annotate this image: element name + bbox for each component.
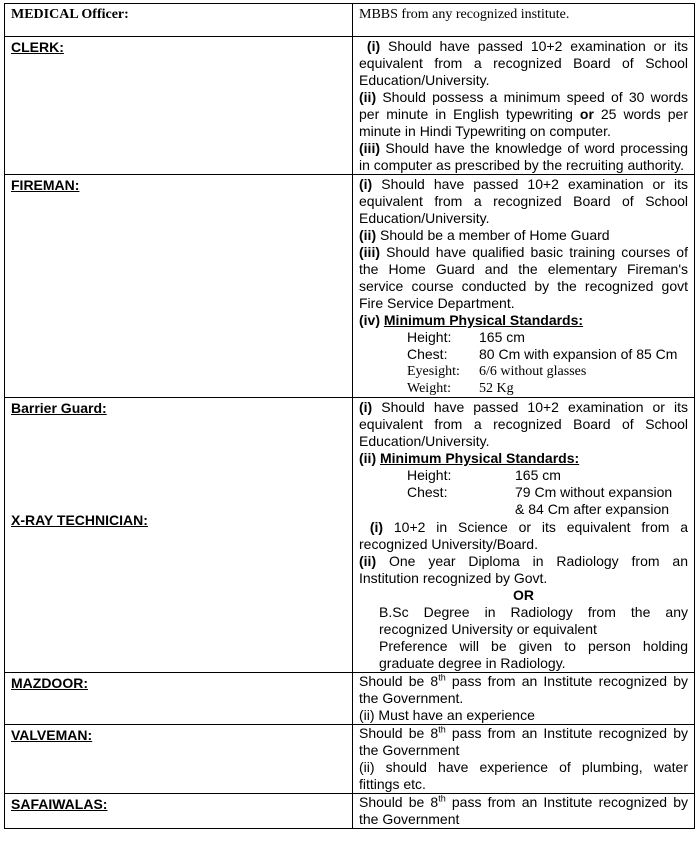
list-item: (i) Should have passed 10+2 examination or its equivalent from a recognized Board of School Education/University. — [359, 399, 688, 449]
requirement-text: Should be 8th pass from an Institute recognized by the Government — [359, 793, 688, 827]
list-item: (iii) Should have qualified basic training courses of the Home Guard and the elementary Fireman's service course conducted by the recognized govt Fire Service Department. — [359, 244, 688, 311]
requirement-text — [359, 176, 688, 397]
table-row — [5, 794, 695, 829]
table-row — [5, 398, 695, 673]
requirement-text: MBBS from any recognized institute. — [359, 7, 570, 22]
post-cell — [5, 175, 353, 398]
table-row — [5, 725, 695, 794]
physical-standards: Height: 165 cm Chest: 80 Cm with expansion of 85 Cm Eyesight: 6/6 without glasses Weight: 52 Kg — [407, 329, 678, 396]
list-item: (ii) Minimum Physical Standards: — [359, 450, 580, 466]
post-cell — [5, 4, 353, 37]
section-heading: Minimum Physical Standards: — [380, 450, 580, 466]
post-title: SAFAIWALAS: — [11, 796, 108, 812]
requirement-text: Should be 8th pass from an Institute recognized by the Government. (ii) Must have an experience — [359, 672, 688, 723]
post-cell — [5, 398, 353, 673]
list-item: (iii) Should have the knowledge of word processing in computer as prescribed by the recruiting authority. — [359, 140, 688, 173]
requirement-text — [359, 38, 688, 174]
post-cell — [5, 37, 353, 175]
requirement-cell — [353, 398, 695, 673]
list-item: B.Sc Degree in Radiology from the any recognized University or equivalent — [379, 604, 688, 637]
list-item: (iv) Minimum Physical Standards: — [359, 312, 584, 328]
list-item: Preference will be given to person holding graduate degree in Radiology. — [379, 638, 688, 671]
post-title: MAZDOOR: — [11, 675, 88, 691]
requirement-cell — [353, 37, 695, 175]
requirement-cell — [353, 725, 695, 794]
section-heading: Minimum Physical Standards: — [383, 312, 584, 328]
list-item: (ii) One year Diploma in Radiology from an Institution recognized by Govt. — [359, 553, 688, 586]
physical-standards: Height: 165 cm Chest: 79 Cm without expansion & 84 Cm after expansion — [407, 467, 673, 517]
list-item: (i) Should have passed 10+2 examination or its equivalent from a recognized Board of School Education/University. — [359, 176, 688, 226]
qualification-document — [4, 3, 694, 829]
post-title: X-RAY TECHNICIAN: — [11, 512, 148, 528]
post-cell — [5, 794, 353, 829]
requirement-cell — [353, 175, 695, 398]
or-label: OR — [513, 587, 534, 603]
post-cell — [5, 725, 353, 794]
requirement-cell — [353, 794, 695, 829]
list-item: (i) 10+2 in Science or its equivalent from a recognized University/Board. — [359, 519, 689, 552]
post-cell — [5, 673, 353, 725]
table-row — [5, 37, 695, 175]
list-item: (i) Should have passed 10+2 examination or its equivalent from a recognized Board of School Education/University. — [359, 38, 689, 88]
requirement-text — [359, 399, 688, 672]
post-title: Barrier Guard: — [11, 400, 107, 416]
list-item: (ii) Should be a member of Home Guard — [359, 227, 610, 243]
requirement-cell — [353, 4, 695, 37]
requirement-cell — [353, 673, 695, 725]
table-row — [5, 4, 695, 37]
qualification-table — [4, 3, 695, 829]
post-title: VALVEMAN: — [11, 727, 93, 743]
table-row — [5, 175, 695, 398]
requirement-text: Should be 8th pass from an Institute recognized by the Government (ii) should have experience of plumbing, water fittings etc. — [359, 724, 688, 792]
post-title: CLERK: — [11, 39, 64, 55]
post-title: MEDICAL Officer: — [11, 7, 129, 22]
table-row — [5, 673, 695, 725]
post-title: FIREMAN: — [11, 177, 80, 193]
list-item: (ii) Should possess a minimum speed of 30 words per minute in English typewriting or 25 words per minute in Hindi Typewriting on computer. — [359, 89, 689, 139]
